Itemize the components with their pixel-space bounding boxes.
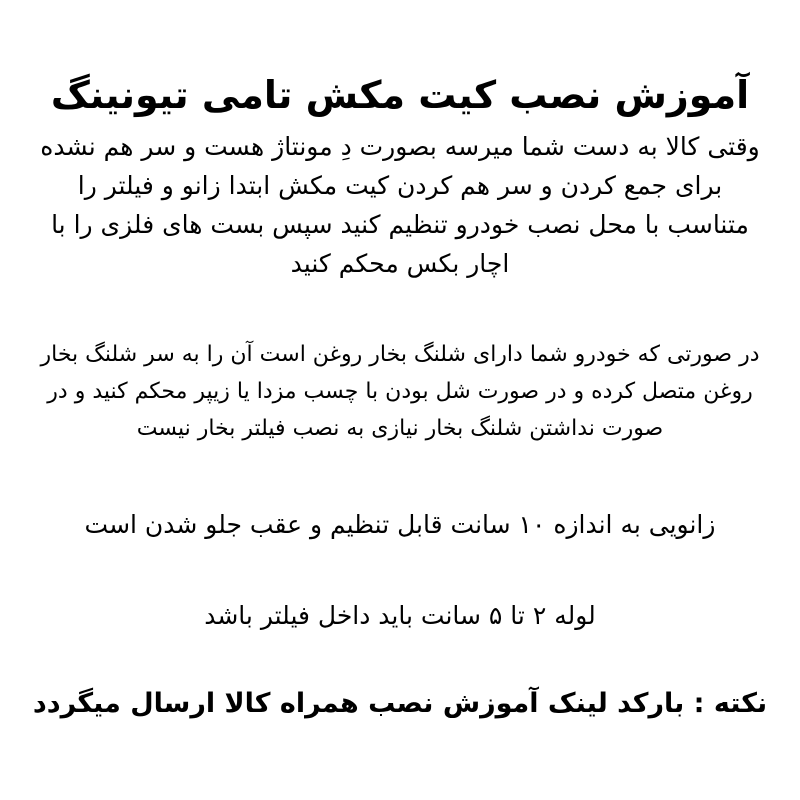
barcode-footer-note: نکته : بارکد لینک آموزش نصب همراه کالا ارسال میگردد	[32, 688, 768, 719]
paragraph-line: در صورتی که خودرو شما دارای شلنگ بخار روغن است آن را به سر شلنگ بخار	[40, 342, 760, 367]
page-title: آموزش نصب کیت مکش تامی تیونینگ	[50, 73, 750, 118]
paragraph-line: صورت نداشتن شلنگ بخار نیازی به نصب فیلتر بخار نیست	[136, 416, 664, 441]
paragraph-line: اچار بکس محکم کنید	[290, 249, 510, 278]
paragraph-line: متناسب با محل نصب خودرو تنظیم کنید سپس بست های فلزی را با	[51, 210, 749, 239]
assembly-instructions-paragraph	[0, 127, 800, 283]
vapor-hose-paragraph	[0, 336, 800, 447]
paragraph-line: وقتی کالا به دست شما میرسه بصورت دِ مونتاژ هست و سر هم نشده	[40, 132, 760, 161]
pipe-depth-note: لوله ۲ تا ۵ سانت باید داخل فیلتر باشد	[204, 601, 596, 630]
elbow-adjustment-note: زانویی به اندازه ۱۰ سانت قابل تنظیم و عقب جلو شدن است	[84, 510, 716, 539]
paragraph-line: روغن متصل کرده و در صورت شل بودن با چسب مزدا یا زیپر محکم کنید و در	[47, 379, 753, 404]
paragraph-line: برای جمع کردن و سر هم کردن کیت مکش ابتدا زانو و فیلتر را	[77, 171, 723, 200]
